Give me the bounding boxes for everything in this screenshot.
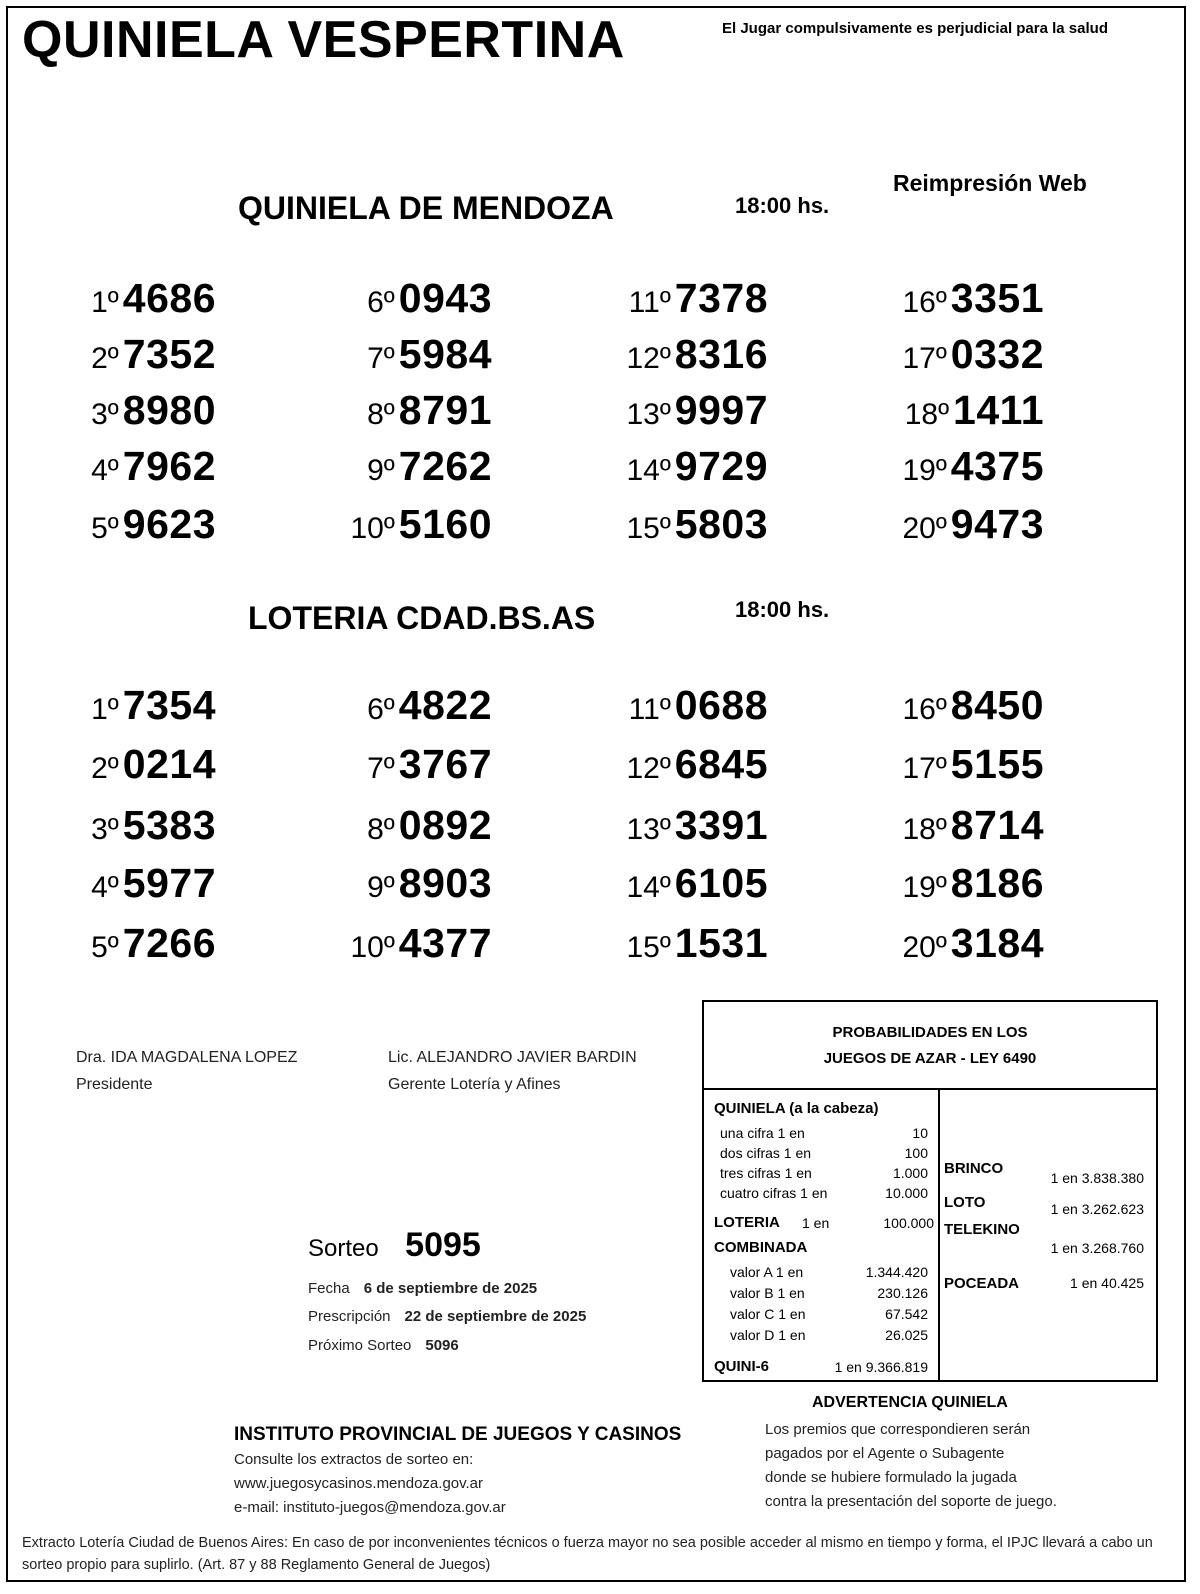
result-number: 5383 bbox=[122, 802, 216, 848]
institute-title: INSTITUTO PROVINCIAL DE JUEGOS Y CASINOS bbox=[234, 1424, 682, 1445]
institute-email[interactable]: e-mail: instituto-juegos@mendoza.gov.ar bbox=[234, 1499, 506, 1516]
advertencia-line: Los premios que correspondieren serán bbox=[765, 1421, 1031, 1438]
reprint-label: Reimpresión Web bbox=[893, 170, 1087, 196]
result-position: 9º bbox=[367, 871, 395, 904]
result-position: 8º bbox=[367, 398, 395, 431]
result-position: 7º bbox=[367, 752, 395, 785]
result-position: 19º bbox=[902, 454, 947, 487]
result-number: 7352 bbox=[122, 331, 216, 377]
probability-row-label: valor B 1 en bbox=[730, 1285, 805, 1301]
advertencia-text bbox=[765, 1418, 1057, 1514]
result-position: 20º bbox=[902, 931, 947, 964]
result-number: 1411 bbox=[953, 387, 1044, 433]
result-entry bbox=[322, 501, 492, 548]
quini6-prob-value: 1 en 9.366.819 bbox=[834, 1359, 928, 1375]
result-number: 6845 bbox=[674, 741, 768, 787]
result-number: 8714 bbox=[950, 802, 1044, 848]
result-number: 4377 bbox=[398, 920, 492, 966]
result-position: 9º bbox=[367, 454, 395, 487]
result-position: 15º bbox=[626, 512, 671, 545]
result-position: 14º bbox=[626, 454, 671, 487]
footer-note: Extracto Lotería Ciudad de Buenos Aires: En caso de por inconvenientes técnicos o fuerza mayor no sea posible acceder al mismo en tiempo y forma, el IPJC llevará a cabo un sorteo propio para suplirlo. (Art. 87 y 88 Reglamento General de Juegos) bbox=[22, 1535, 1153, 1573]
draw-label: Sorteo bbox=[308, 1235, 379, 1262]
advertencia-line: contra la presentación del soporte de juego. bbox=[765, 1493, 1057, 1510]
quiniela-prob-label: QUINIELA (a la cabeza) bbox=[714, 1100, 879, 1117]
result-position: 2º bbox=[91, 342, 119, 375]
result-number: 5160 bbox=[398, 501, 492, 547]
result-position: 16º bbox=[902, 693, 947, 726]
result-entry bbox=[46, 802, 216, 849]
draw-prescription bbox=[308, 1308, 586, 1325]
result-number: 5984 bbox=[398, 331, 492, 377]
result-number: 7962 bbox=[122, 443, 216, 489]
result-entry bbox=[874, 682, 1044, 729]
result-number: 6105 bbox=[674, 860, 768, 906]
poceada-prob-value: 1 en 40.425 bbox=[1070, 1275, 1144, 1291]
result-position: 13º bbox=[626, 398, 671, 431]
result-number: 9473 bbox=[950, 501, 1044, 547]
signature-right-name: Lic. ALEJANDRO JAVIER BARDIN bbox=[388, 1049, 637, 1066]
draw-date bbox=[308, 1280, 537, 1297]
result-position: 3º bbox=[91, 398, 119, 431]
result-position: 10º bbox=[350, 512, 395, 545]
result-number: 9997 bbox=[674, 387, 768, 433]
result-position: 19º bbox=[902, 871, 947, 904]
result-number: 1531 bbox=[674, 920, 768, 966]
result-entry bbox=[598, 741, 768, 788]
probability-row-value: 1.344.420 bbox=[865, 1264, 928, 1280]
loteria-prob-value: 100.000 bbox=[883, 1215, 934, 1231]
probability-row-value: 26.025 bbox=[885, 1327, 928, 1343]
result-number: 8791 bbox=[398, 387, 492, 433]
result-number: 3391 bbox=[674, 802, 768, 848]
advertencia-line: donde se hubiere formulado la jugada bbox=[765, 1469, 1017, 1486]
probability-row-value: 67.542 bbox=[885, 1306, 928, 1322]
result-entry bbox=[46, 275, 216, 322]
result-entry bbox=[874, 501, 1044, 548]
result-number: 8980 bbox=[122, 387, 216, 433]
result-position: 2º bbox=[91, 752, 119, 785]
result-entry bbox=[322, 443, 492, 490]
result-entry bbox=[322, 741, 492, 788]
probability-row-label: valor D 1 en bbox=[730, 1327, 806, 1343]
result-position: 20º bbox=[902, 512, 947, 545]
result-entry bbox=[598, 501, 768, 548]
probability-row-label: valor A 1 en bbox=[730, 1264, 804, 1280]
result-entry bbox=[874, 387, 1044, 434]
brinco-prob-label: BRINCO bbox=[944, 1160, 1004, 1177]
probabilities-heading-line2: JUEGOS DE AZAR - LEY 6490 bbox=[823, 1050, 1037, 1067]
result-entry bbox=[46, 501, 216, 548]
signature-left-name: Dra. IDA MAGDALENA LOPEZ bbox=[76, 1049, 298, 1066]
result-number: 5977 bbox=[122, 860, 216, 906]
result-position: 4º bbox=[91, 454, 119, 487]
result-position: 13º bbox=[626, 813, 671, 846]
result-number: 8186 bbox=[950, 860, 1044, 906]
result-position: 10º bbox=[350, 931, 395, 964]
result-entry bbox=[322, 275, 492, 322]
result-entry bbox=[874, 443, 1044, 490]
signature-left bbox=[76, 1044, 297, 1098]
mendoza-time: 18:00 hs. bbox=[735, 193, 830, 218]
result-number: 0688 bbox=[674, 682, 768, 728]
result-entry bbox=[322, 802, 492, 849]
result-entry bbox=[46, 331, 216, 378]
draw-next bbox=[308, 1337, 459, 1354]
result-position: 18º bbox=[904, 398, 950, 431]
telekino-prob-label: TELEKINO bbox=[944, 1221, 1020, 1238]
result-entry bbox=[46, 920, 216, 967]
result-entry bbox=[874, 275, 1044, 322]
result-entry bbox=[46, 682, 216, 729]
loto-prob-value: 1 en 3.262.623 bbox=[1050, 1201, 1144, 1217]
result-position: 18º bbox=[902, 813, 947, 846]
draw-date-label: Fecha bbox=[308, 1280, 350, 1297]
result-position: 11º bbox=[628, 286, 671, 319]
loteria-prob-label: LOTERIA bbox=[714, 1214, 780, 1231]
probabilities-heading bbox=[704, 1002, 1156, 1090]
result-entry bbox=[874, 920, 1044, 967]
draw-info bbox=[308, 1226, 481, 1265]
result-number: 0943 bbox=[398, 275, 492, 321]
result-number: 8316 bbox=[674, 331, 768, 377]
signature-left-role: Presidente bbox=[76, 1076, 153, 1093]
bsas-time: 18:00 hs. bbox=[735, 597, 830, 622]
probability-row-label: valor C 1 en bbox=[730, 1306, 806, 1322]
result-number: 8903 bbox=[398, 860, 492, 906]
result-number: 5155 bbox=[950, 741, 1044, 787]
result-entry bbox=[598, 443, 768, 490]
result-number: 4822 bbox=[398, 682, 492, 728]
result-position: 4º bbox=[91, 871, 119, 904]
probability-row-value: 10 bbox=[912, 1125, 928, 1141]
institute-line-1: Consulte los extractos de sorteo en: bbox=[234, 1451, 474, 1468]
result-position: 7º bbox=[367, 342, 395, 375]
result-number: 3184 bbox=[950, 920, 1044, 966]
quini6-prob-label: QUINI-6 bbox=[714, 1358, 770, 1375]
page-title: QUINIELA VESPERTINA bbox=[22, 11, 625, 69]
result-entry bbox=[598, 920, 768, 967]
result-entry bbox=[874, 802, 1044, 849]
result-entry bbox=[598, 802, 768, 849]
draw-prescription-value: 22 de septiembre de 2025 bbox=[404, 1308, 587, 1325]
brinco-prob-value: 1 en 3.838.380 bbox=[1050, 1170, 1144, 1186]
result-number: 9729 bbox=[674, 443, 768, 489]
result-position: 8º bbox=[367, 813, 395, 846]
result-entry bbox=[46, 860, 216, 907]
result-position: 11º bbox=[628, 693, 671, 726]
probability-row-value: 230.126 bbox=[877, 1285, 928, 1301]
result-entry bbox=[322, 331, 492, 378]
result-position: 17º bbox=[902, 752, 947, 785]
result-position: 5º bbox=[91, 512, 119, 545]
result-number: 4375 bbox=[950, 443, 1044, 489]
health-warning: El Jugar compulsivamente es perjudicial para la salud bbox=[722, 20, 1108, 37]
signature-right-role: Gerente Lotería y Afines bbox=[388, 1076, 561, 1093]
probability-row-label: una cifra 1 en bbox=[720, 1125, 805, 1141]
combinada-prob-label: COMBINADA bbox=[714, 1239, 808, 1256]
probabilities-heading-line1: PROBABILIDADES EN LOS bbox=[832, 1024, 1028, 1041]
probability-row-value: 100 bbox=[904, 1145, 928, 1161]
result-position: 6º bbox=[367, 693, 395, 726]
telekino-prob-value: 1 en 3.268.760 bbox=[1050, 1240, 1144, 1256]
result-position: 17º bbox=[902, 342, 947, 375]
result-number: 7266 bbox=[122, 920, 216, 966]
result-entry bbox=[874, 331, 1044, 378]
probability-row-value: 1.000 bbox=[892, 1165, 928, 1181]
result-entry bbox=[874, 741, 1044, 788]
mendoza-title: QUINIELA DE MENDOZA bbox=[238, 190, 614, 226]
bsas-title: LOTERIA CDAD.BS.AS bbox=[248, 600, 596, 636]
result-number: 7378 bbox=[674, 275, 768, 321]
result-entry bbox=[598, 682, 768, 729]
draw-next-value: 5096 bbox=[425, 1337, 459, 1354]
result-number: 5803 bbox=[674, 501, 768, 547]
result-entry bbox=[598, 860, 768, 907]
result-number: 0332 bbox=[950, 331, 1044, 377]
result-entry bbox=[598, 331, 768, 378]
result-position: 14º bbox=[626, 871, 671, 904]
institute-info bbox=[234, 1448, 506, 1520]
probabilities-box bbox=[702, 1000, 1158, 1382]
result-entry bbox=[322, 682, 492, 729]
institute-website[interactable]: www.juegosycasinos.mendoza.gov.ar bbox=[234, 1475, 484, 1492]
advertencia-line: pagados por el Agente o Subagente bbox=[765, 1445, 1005, 1462]
draw-next-label: Próximo Sorteo bbox=[308, 1337, 412, 1354]
result-entry bbox=[598, 387, 768, 434]
result-entry bbox=[322, 860, 492, 907]
result-number: 7262 bbox=[398, 443, 492, 489]
result-position: 6º bbox=[367, 286, 395, 319]
result-number: 3767 bbox=[398, 741, 492, 787]
result-entry bbox=[322, 920, 492, 967]
result-entry bbox=[46, 387, 216, 434]
result-position: 12º bbox=[626, 752, 671, 785]
result-number: 9623 bbox=[122, 501, 216, 547]
result-position: 12º bbox=[626, 342, 671, 375]
result-number: 7354 bbox=[122, 682, 216, 728]
signature-right bbox=[388, 1044, 637, 1098]
draw-number: 5095 bbox=[405, 1226, 481, 1264]
advertencia-title: ADVERTENCIA QUINIELA bbox=[812, 1394, 1008, 1411]
result-number: 4686 bbox=[122, 275, 216, 321]
result-entry bbox=[322, 387, 492, 434]
probabilities-left-column bbox=[704, 1090, 940, 1380]
loto-prob-label: LOTO bbox=[944, 1194, 986, 1211]
result-entry bbox=[598, 275, 768, 322]
result-position: 3º bbox=[91, 813, 119, 846]
result-entry bbox=[874, 860, 1044, 907]
draw-prescription-label: Prescripción bbox=[308, 1308, 391, 1325]
draw-date-value: 6 de septiembre de 2025 bbox=[363, 1280, 538, 1297]
result-position: 1º bbox=[91, 286, 119, 319]
probability-row-label: dos cifras 1 en bbox=[720, 1145, 812, 1161]
probability-row-label: cuatro cifras 1 en bbox=[720, 1185, 828, 1201]
probability-row-label: tres cifras 1 en bbox=[720, 1165, 812, 1181]
result-position: 5º bbox=[91, 931, 119, 964]
result-entry bbox=[46, 741, 216, 788]
poceada-prob-label: POCEADA bbox=[944, 1275, 1020, 1292]
result-position: 1º bbox=[91, 693, 119, 726]
result-number: 3351 bbox=[950, 275, 1044, 321]
result-number: 8450 bbox=[950, 682, 1044, 728]
result-number: 0214 bbox=[122, 741, 216, 787]
result-number: 0892 bbox=[398, 802, 492, 848]
result-entry bbox=[46, 443, 216, 490]
result-position: 16º bbox=[902, 286, 947, 319]
result-position: 15º bbox=[626, 931, 671, 964]
loteria-prob-mid: 1 en bbox=[802, 1215, 830, 1231]
probability-row-value: 10.000 bbox=[885, 1185, 928, 1201]
